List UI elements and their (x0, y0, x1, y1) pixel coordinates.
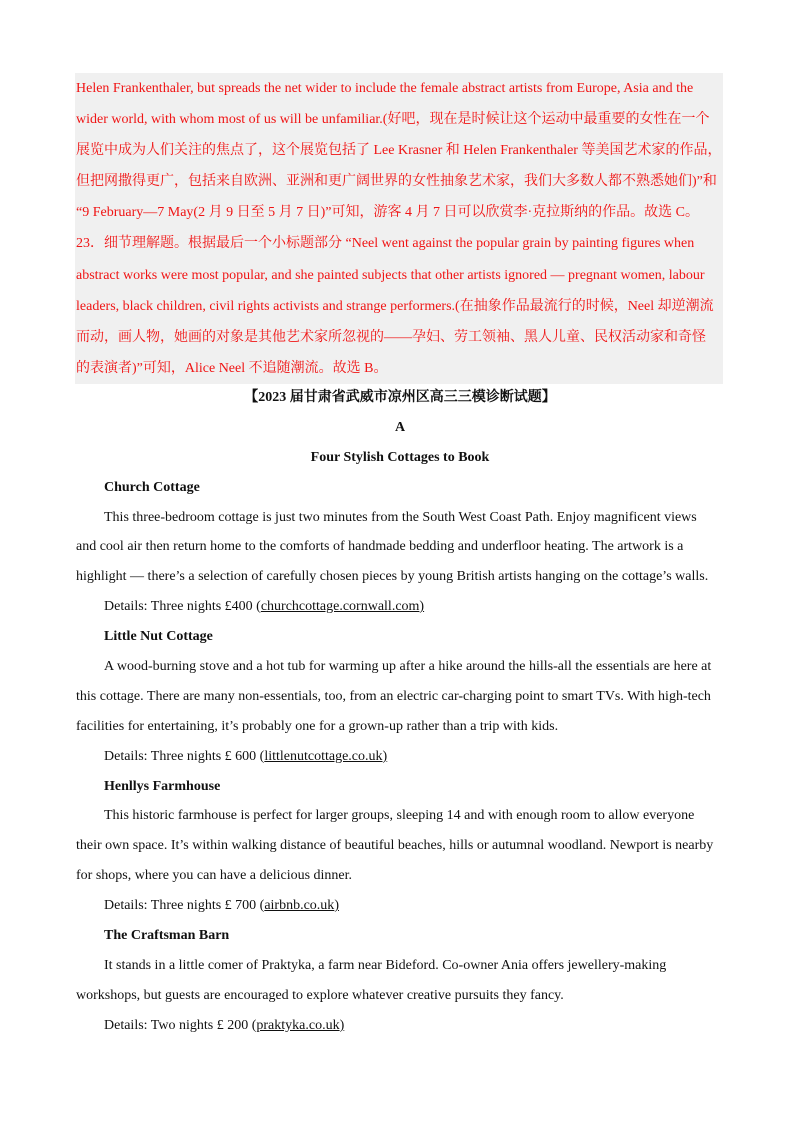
details-text: Details: Two nights £ 200 ( (104, 1017, 257, 1033)
details-close-paren: ) (339, 1017, 345, 1033)
details-close-paren: ) (334, 898, 339, 914)
paragraph-line: this cottage. There are many non-essentials, too, from an electric car-charging point to smart TVs. With high-tech (76, 688, 711, 704)
details-link[interactable]: littlenutcottage.co.uk (264, 748, 383, 764)
cottage-entry-little-nut-cottage (76, 622, 724, 771)
paragraph-line: for shops, where you can have a delicious dinner. (76, 868, 353, 884)
cottage-name: The Craftsman Barn (104, 928, 230, 944)
cottage-entry-craftsman-barn (76, 921, 724, 1041)
cottage-entry-henllys-farmhouse (76, 772, 724, 921)
cottage-name: Church Cottage (104, 479, 200, 495)
details-link[interactable]: airbnb.co.uk (264, 898, 335, 914)
section-label: A (394, 419, 406, 435)
details-link[interactable]: churchcottage.cornwall.com (260, 599, 420, 615)
details-close-paren: ) (419, 599, 425, 615)
answer-line: 的表演者)”可知，Alice Neel 不追随潮流。故选 B。 (76, 360, 388, 376)
cottage-name: Henllys Farmhouse (104, 778, 221, 794)
answer-line: 展览中成为人们关注的焦点了，这个展览包括了 Lee Krasner 和 Helen Frankenthaler 等美国艺术家的作品， (76, 143, 722, 159)
cottage-entry-church-cottage (76, 473, 724, 622)
answer-explanation-block (75, 73, 723, 384)
paragraph-line: workshops, but guests are encouraged to explore whatever creative pursuits they fancy. (76, 987, 564, 1003)
paragraph-line: This three-bedroom cottage is just two minutes from the South West Coast Path. Enjoy magnificent views (104, 509, 697, 525)
paragraph-line: It stands in a little comer of Praktyka, a farm near Bideford. Co-owner Ania offers jewellery-making (104, 957, 667, 973)
paragraph-line: and cool air then return home to the comforts of handmade bedding and underfloor heating. The artwork is a (76, 539, 684, 555)
answer-line: wider world, with whom most of us will be unfamiliar.(好吧，现在是时候让这个运动中最重要的女性在一个 (76, 112, 710, 128)
details-text: Details: Three nights £ 700 ( (104, 898, 265, 914)
cottage-details (76, 1011, 724, 1041)
passage-title: Four Stylish Cottages to Book (310, 449, 490, 465)
paragraph-line: their own space. It’s within walking distance of beautiful beaches, hills or autumnal woodland. Newport is nearby (76, 838, 714, 854)
cottage-details (76, 891, 724, 921)
answer-line: leaders, black children, civil rights activists and strange performers.(在抽象作品最流行的时候，Neel 却逆潮流 (76, 298, 714, 314)
answer-line: 但把网撒得更广，包括来自欧洲、亚洲和更广阔世界的女性抽象艺术家，我们大多数人都不熟悉她们)”和 (76, 174, 717, 190)
paragraph-line: facilities for entertaining, it’s probably one for a grown-up rather than a trip with kids. (76, 718, 559, 734)
details-link[interactable]: praktyka.co.uk (256, 1017, 340, 1033)
paragraph-line: This historic farmhouse is perfect for larger groups, sleeping 14 and with enough room to allow everyone (104, 808, 695, 824)
answer-line: “9 February—7 May(2 月 9 日至 5 月 7 日)”可知，游客 4 月 7 日可以欣赏李·克拉斯纳的作品。故选 C。 (76, 205, 699, 221)
reading-passage (76, 383, 724, 1041)
paragraph-line: highlight — there’s a selection of carefully chosen pieces by young British artists hanging on the cottage’s walls. (76, 569, 709, 585)
details-text: Details: Three nights £400 ( (104, 599, 261, 615)
answer-line: abstract works were most popular, and she painted subjects that other artists ignored — pregnant women, labour (76, 267, 705, 283)
exam-source-heading: 【2023 届甘肃省武威市凉州区高三三模诊断试题】 (244, 390, 556, 405)
answer-line: 23．细节理解题。根据最后一个小标题部分 “Neel went against the popular grain by painting figures when (76, 236, 695, 252)
answer-line: 而动，画人物，她画的对象是其他艺术家所忽视的——孕妇、劳工领袖、黑人儿童、民权活动家和奇怪 (76, 329, 706, 345)
cottage-name: Little Nut Cottage (104, 629, 213, 645)
cottage-details (76, 592, 724, 622)
details-text: Details: Three nights £ 600 ( (104, 748, 265, 764)
answer-line: Helen Frankenthaler, but spreads the net wider to include the female abstract artists from Europe, Asia and the (76, 81, 694, 96)
cottage-details (76, 742, 724, 772)
details-close-paren: ) (382, 748, 388, 764)
paragraph-line: A wood-burning stove and a hot tub for warming up after a hike around the hills-all the essentials are here at (104, 659, 712, 675)
